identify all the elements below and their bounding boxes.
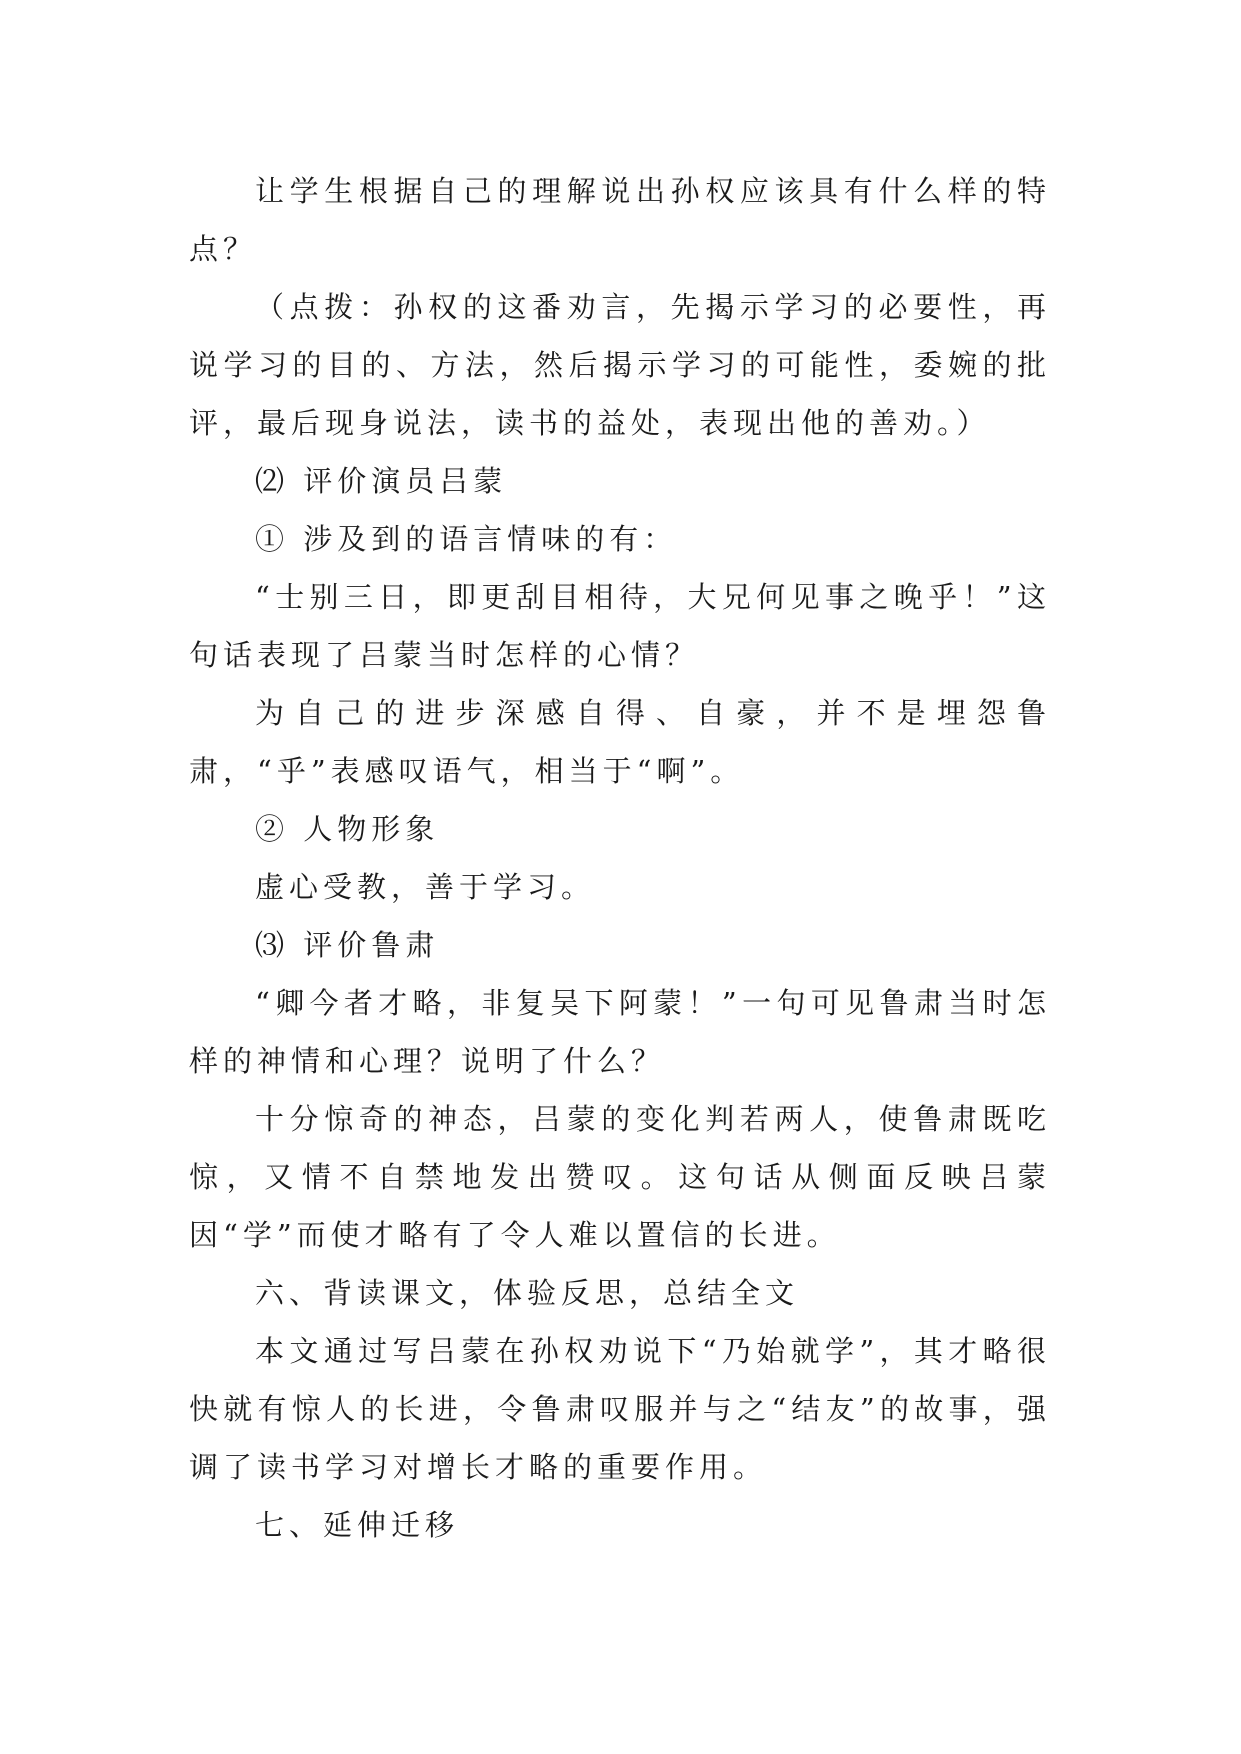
section-heading: 七、延伸迁移 <box>255 1508 460 1542</box>
paragraph-heading: ⑵ 评价演员吕蒙 <box>255 464 508 498</box>
section-heading: 六、背读课文，体验反思，总结全文 <box>255 1276 800 1310</box>
paragraph-subheading: ① 涉及到的语言情味的有： <box>255 522 678 556</box>
paragraph-subheading: ② 人物形象 <box>255 812 440 846</box>
paragraph: “卿今者才略，非复吴下阿蒙！”一句可见鲁肃当时怎样的神情和心理？说明了什么？ <box>189 986 1051 1078</box>
paragraph: “士别三日，即更刮目相待，大兄何见事之晚乎！”这句话表现了吕蒙当时怎样的心情？ <box>189 580 1051 672</box>
paragraph: （点拨：孙权的这番劝言，先揭示学习的必要性，再说学习的目的、方法，然后揭示学习的可能性，委婉的批评，最后现身说法，读书的益处，表现出他的善劝。） <box>189 290 1051 440</box>
document-body <box>189 162 1051 1554</box>
paragraph: 本文通过写吕蒙在孙权劝说下“乃始就学”，其才略很快就有惊人的长进，令鲁肃叹服并与之“结友”的故事，强调了读书学习对增长才略的重要作用。 <box>189 1334 1051 1484</box>
paragraph: 十分惊奇的神态，吕蒙的变化判若两人，使鲁肃既吃惊，又情不自禁地发出赞叹。这句话从侧面反映吕蒙因“学”而使才略有了令人难以置信的长进。 <box>189 1102 1051 1252</box>
paragraph-heading: ⑶ 评价鲁肃 <box>255 928 440 962</box>
paragraph: 虚心受教，善于学习。 <box>255 870 596 904</box>
paragraph: 让学生根据自己的理解说出孙权应该具有什么样的特点？ <box>189 174 1051 266</box>
paragraph: 为自己的进步深感自得、自豪，并不是埋怨鲁肃，“乎”表感叹语气，相当于“啊”。 <box>189 696 1051 788</box>
